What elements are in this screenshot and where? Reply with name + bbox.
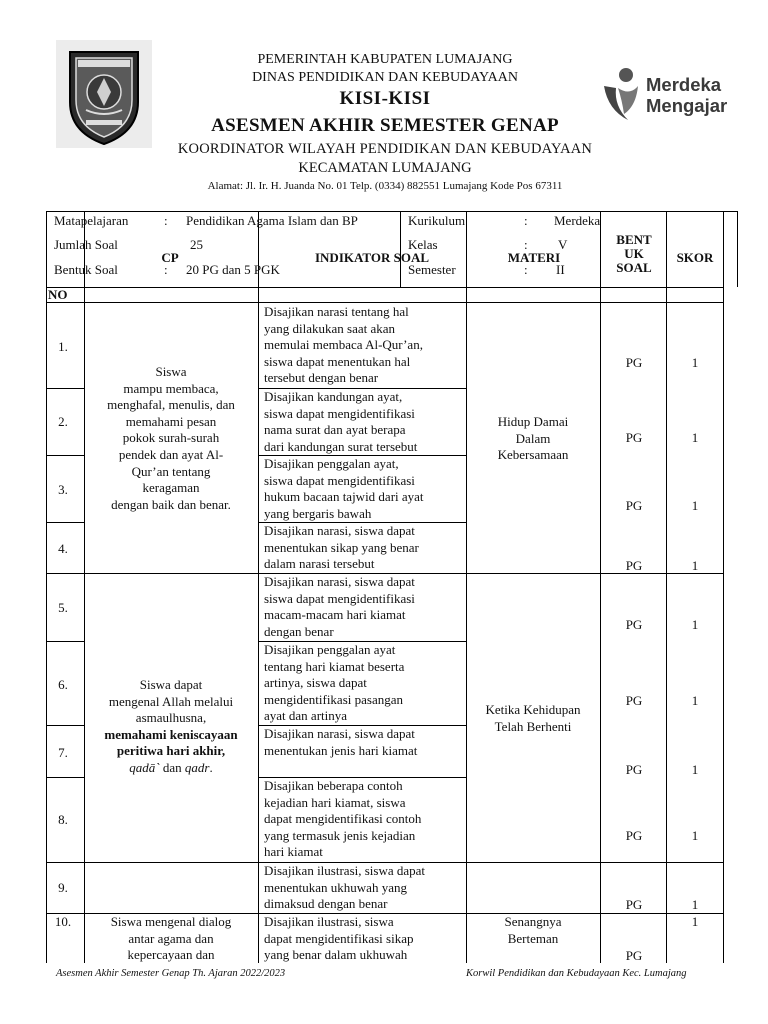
bentuk-soal-cell: PG: [625, 355, 643, 370]
qadr-term: qadr: [184, 759, 210, 775]
cp-line: Siswa dapat: [139, 677, 203, 692]
materi-cell-2: [468, 702, 598, 735]
cp-line: pendek dan ayat Al-: [118, 446, 224, 462]
bentuk-soal-cell: PG: [625, 762, 643, 777]
header-address: Alamat: Jl. Ir. H. Juanda No. 01 Telp. (0334) 882551 Lumajang Kode Pos 67311: [207, 180, 563, 192]
header-government-line: PEMERINTAH KABUPATEN LUMAJANG: [257, 52, 513, 67]
indikator-line: tersebut dengan benar: [264, 370, 379, 386]
indikator-cell: [264, 726, 464, 759]
indikator-line: Disajikan narasi, siswa dapat: [264, 523, 415, 538]
indikator-line: Disajikan kandungan ayat,: [264, 389, 403, 404]
indikator-line: mengidentifikasi pasangan: [264, 691, 403, 707]
indikator-line: dalam narasi tersebut: [264, 556, 375, 572]
col-header-materi: MATERI: [507, 250, 561, 265]
skor-cell: 1: [691, 498, 699, 513]
indikator-line: Disajikan ilustrasi, siswa dapat: [264, 863, 426, 878]
indikator-cell: [264, 863, 464, 913]
indikator-line: siswa dapat mengidentifikasi: [264, 590, 415, 606]
indikator-line: Disajikan beberapa contoh: [264, 778, 403, 793]
cp-connector: dan: [159, 759, 185, 775]
bentuk-soal-cell: PG: [625, 498, 643, 513]
bentuk-soal-cell: PG: [625, 430, 643, 445]
document-title: KISI-KISI: [339, 88, 431, 109]
cp-cell-1: [84, 364, 258, 513]
col-header-skor: SKOR: [676, 250, 714, 265]
col-header-bentuk-soal: [602, 233, 666, 275]
merdeka-figure-icon: [600, 66, 644, 126]
indikator-line: kejadian hari kiamat, siswa: [264, 794, 406, 810]
footer-right: Korwil Pendidikan dan Kebudayaan Kec. Lumajang: [466, 968, 687, 979]
materi-cell-3: [468, 914, 598, 947]
kurikulum-label: Kurikulum: [408, 213, 466, 228]
skor-cell: 1: [691, 355, 699, 370]
materi-line: Telah Berhenti: [494, 718, 572, 734]
row-number: 8.: [58, 812, 68, 827]
semester-separator: :: [524, 262, 528, 277]
mapel-separator: :: [164, 213, 168, 228]
row-number: 10.: [54, 914, 72, 929]
cp-line: Qur’an tentang: [131, 463, 211, 479]
semester-label: Semester: [408, 262, 456, 277]
mapel-value: Pendidikan Agama Islam dan BP: [186, 213, 358, 228]
cp-line: mampu membaca,: [123, 380, 219, 396]
indikator-line: macam-macam hari kiamat: [264, 607, 406, 623]
col-header-bentuk-line2: UK: [624, 246, 644, 261]
cp-line: mengenal Allah melalui: [108, 693, 234, 709]
cp-period: .: [209, 759, 213, 775]
bentuk-soal-cell: PG: [625, 617, 643, 632]
row-number: 5.: [58, 600, 68, 615]
skor-cell: 1: [691, 558, 699, 573]
footer-left: Asesmen Akhir Semester Genap Th. Ajaran 2022/2023: [56, 968, 286, 979]
cp-line: keragaman: [142, 480, 200, 496]
indikator-line: yang dilakukan saat akan: [264, 320, 396, 336]
indikator-line: Disajikan narasi, siswa dapat: [264, 574, 415, 589]
indikator-line: dimaksud dengan benar: [264, 896, 388, 912]
indikator-line: siswa dapat mengidentifikasi: [264, 472, 415, 488]
indikator-line: dapat mengidentifikasi contoh: [264, 811, 422, 827]
logo-text-merdeka: Merdeka: [646, 74, 722, 95]
materi-line: Dalam: [515, 430, 551, 446]
shield-emblem-icon: [56, 40, 152, 148]
skor-cell: 1: [691, 762, 699, 777]
kelas-separator: :: [524, 237, 528, 252]
col-header-indikator: INDIKATOR SOAL: [314, 250, 430, 265]
merdeka-mengajar-logo: [600, 66, 748, 126]
header-coordinator-line: KOORDINATOR WILAYAH PENDIDIKAN DAN KEBUDAYAAN: [177, 141, 593, 157]
semester-value: II: [556, 262, 565, 277]
bentuk-soal-cell: PG: [625, 897, 643, 912]
cp-line: Siswa: [155, 364, 187, 379]
materi-line: Ketika Kehidupan: [485, 702, 581, 717]
cp-line: menghafal, menulis, dan: [107, 397, 235, 413]
cp-cell-3: [84, 914, 258, 964]
indikator-line: dapat mengidentifikasi sikap: [264, 930, 414, 946]
skor-cell: 1: [691, 914, 699, 929]
indikator-cell: [264, 574, 464, 640]
indikator-line: siswa dapat menentukan hal: [264, 353, 411, 369]
bentuk-soal-cell: PG: [625, 948, 643, 963]
bentuk-soal-value: 20 PG dan 5 PGK: [186, 262, 280, 277]
jumlah-soal-value: 25: [190, 237, 203, 252]
indikator-line: Disajikan ilustrasi, siswa: [264, 914, 394, 929]
indikator-cell: [264, 523, 464, 573]
indikator-line: Disajikan narasi, siswa dapat: [264, 726, 415, 741]
cp-line: antar agama dan: [128, 930, 214, 946]
materi-line: Hidup Damai: [497, 414, 569, 429]
skor-cell: 1: [691, 430, 699, 445]
jumlah-soal-label: Jumlah Soal: [54, 237, 118, 252]
cp-line: kepercayaan dan: [127, 947, 215, 963]
row-number: 3.: [58, 482, 68, 497]
cp-line-qada-qadr: [84, 760, 258, 777]
materi-line: Berteman: [507, 930, 559, 946]
indikator-line: siswa dapat mengidentifikasi: [264, 405, 415, 421]
materi-line: Kebersamaan: [497, 447, 569, 463]
indikator-line: tentang hari kiamat beserta: [264, 658, 405, 674]
indikator-line: hukum bacaan tajwid dari ayat: [264, 489, 424, 505]
qada-term: qadā`: [129, 759, 160, 775]
row-number: 4.: [58, 541, 68, 556]
indikator-line: Disajikan penggalan ayat: [264, 642, 396, 657]
indikator-line: dengan benar: [264, 623, 334, 639]
skor-cell: 1: [691, 693, 699, 708]
indikator-cell: [264, 642, 464, 725]
logo-text-mengajar: Mengajar: [646, 95, 728, 116]
cp-line: memahami pesan: [125, 413, 217, 429]
skor-cell: 1: [691, 828, 699, 843]
cp-line: asmaulhusna,: [135, 710, 207, 726]
indikator-line: yang bergaris bawah: [264, 505, 372, 521]
kurikulum-value: Merdeka: [554, 213, 601, 228]
indikator-line: yang benar dalam ukhuwah: [264, 947, 408, 963]
kurikulum-separator: :: [524, 213, 528, 228]
cp-line: pokok surah-surah: [122, 430, 220, 446]
header-district-line: KECAMATAN LUMAJANG: [298, 160, 472, 176]
cp-cell-2: [84, 677, 258, 777]
materi-cell-1: [468, 414, 598, 464]
indikator-line: nama surat dan ayat berapa: [264, 422, 406, 438]
indikator-cell: [264, 914, 464, 964]
skor-cell: 1: [691, 617, 699, 632]
row-number: 9.: [58, 880, 68, 895]
bentuk-soal-cell: PG: [625, 828, 643, 843]
cp-line: dengan baik dan benar.: [111, 496, 231, 512]
indikator-line: menentukan sikap yang benar: [264, 539, 419, 555]
mapel-label: Matapelajaran: [54, 213, 129, 228]
bentuk-soal-cell: PG: [625, 693, 643, 708]
skor-cell: 1: [691, 897, 699, 912]
bentuk-soal-label: Bentuk Soal: [54, 262, 118, 277]
indikator-line: Disajikan penggalan ayat,: [264, 456, 399, 471]
indikator-line: memulai membaca Al-Qur’an,: [264, 337, 423, 353]
header-department-line: DINAS PENDIDIKAN DAN KEBUDAYAAN: [252, 70, 518, 85]
indikator-line: menentukan jenis hari kiamat: [264, 742, 418, 758]
indikator-line: menentukan ukhuwah yang: [264, 879, 407, 895]
col-header-bentuk-line1: BENT: [616, 232, 652, 247]
regency-emblem-logo: [56, 40, 152, 148]
indikator-line: yang termasuk jenis kejadian: [264, 827, 416, 843]
materi-line: Senangnya: [504, 914, 562, 929]
row-number: 6.: [58, 677, 68, 692]
kelas-value: V: [558, 237, 568, 252]
col-header-cp: CP: [161, 250, 179, 265]
bentuk-soal-cell: PG: [625, 558, 643, 573]
indikator-cell: [264, 304, 464, 387]
indikator-line: ayat dan artinya: [264, 708, 348, 724]
cp-line-bold: peritiwa hari akhir,: [116, 743, 226, 759]
row-number: 1.: [58, 339, 68, 354]
indikator-cell: [264, 389, 464, 455]
col-header-bentuk-line3: SOAL: [616, 260, 652, 275]
document-subtitle: ASESMEN AKHIR SEMESTER GENAP: [211, 115, 559, 136]
indikator-line: dari kandungan surat tersebut: [264, 438, 418, 454]
col-header-no: NO: [48, 287, 68, 302]
indikator-line: hari kiamat: [264, 844, 323, 860]
indikator-cell: [264, 778, 464, 861]
row-number: 2.: [58, 414, 68, 429]
indikator-line: Disajikan narasi tentang hal: [264, 304, 409, 319]
indikator-cell: [264, 456, 464, 522]
cp-line: Siswa mengenal dialog: [110, 914, 232, 929]
row-number: 7.: [58, 745, 68, 760]
kelas-label: Kelas: [408, 237, 438, 252]
indikator-line: artinya, siswa dapat: [264, 675, 367, 691]
cp-line-bold: memahami keniscayaan: [104, 726, 238, 742]
bentuk-separator: :: [164, 262, 168, 277]
